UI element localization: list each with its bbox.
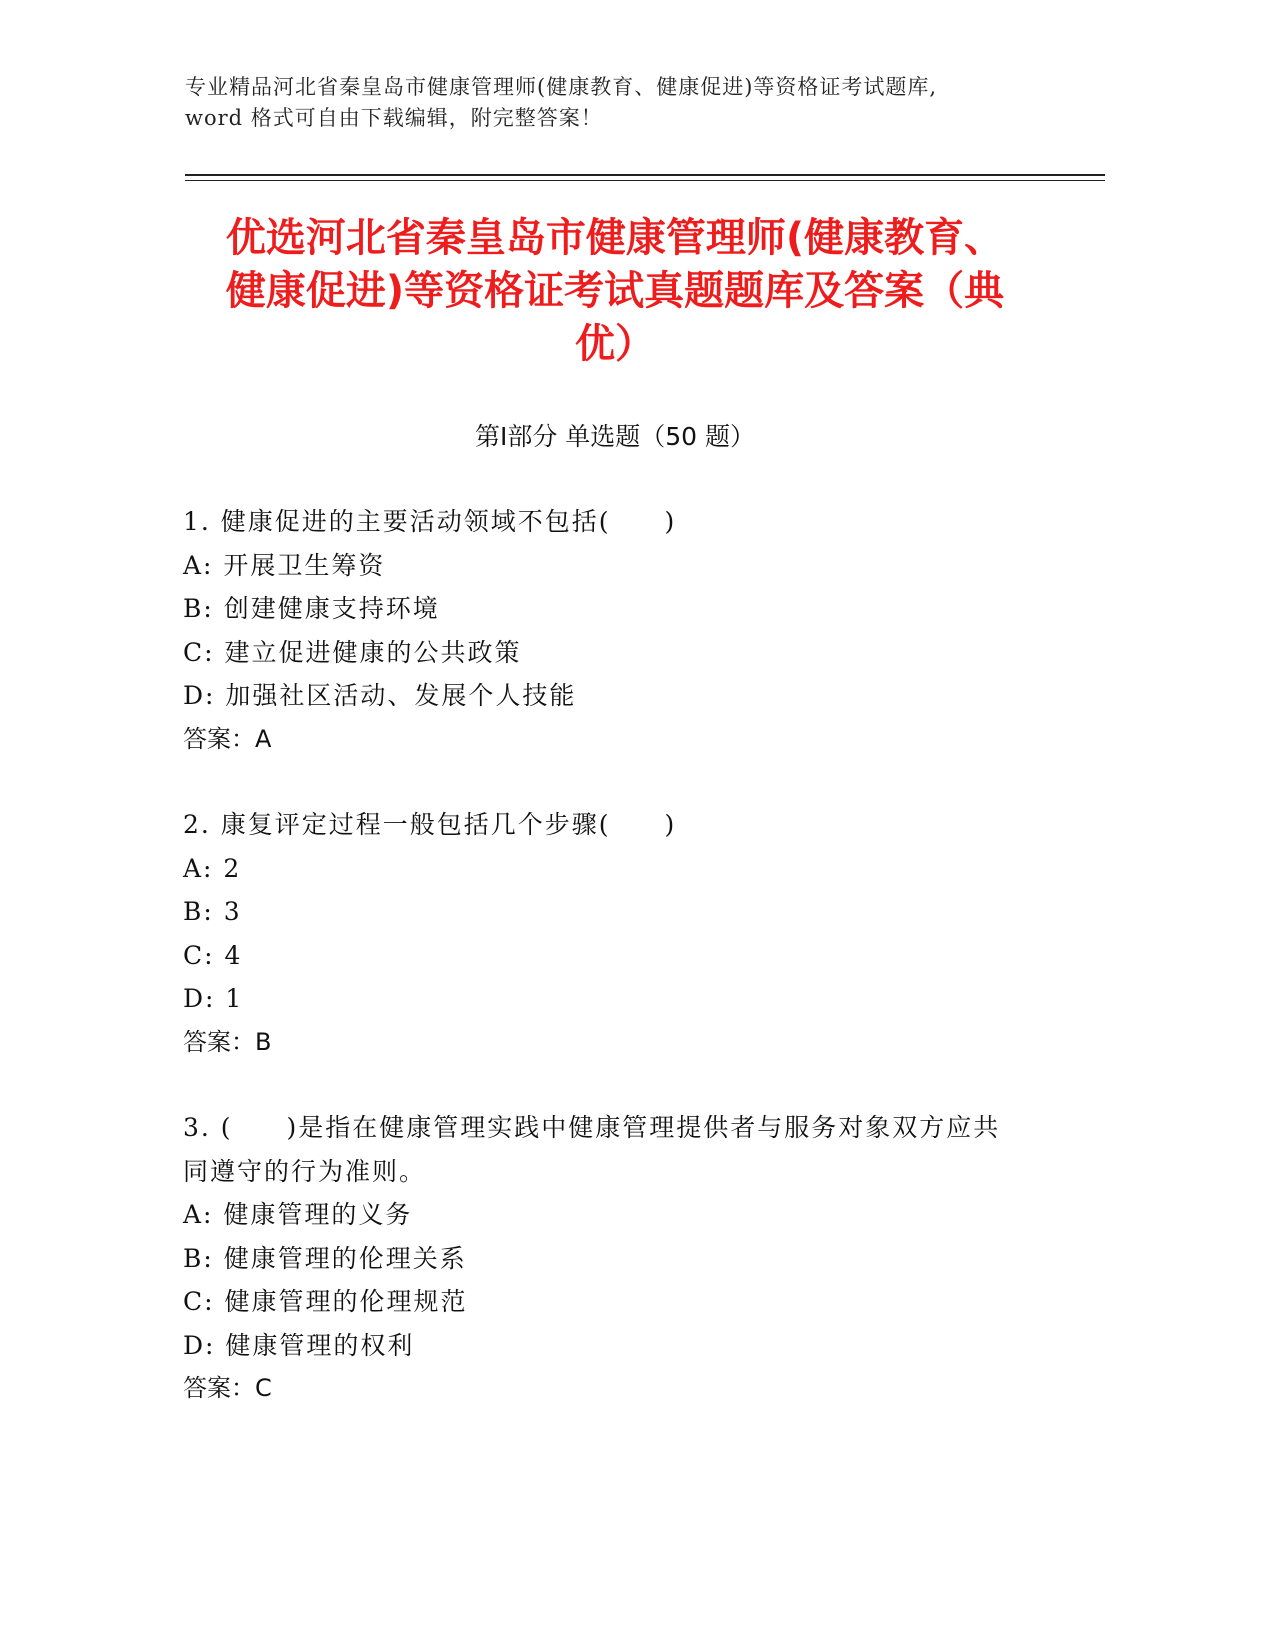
question-stem-line-2: 同遵守的行为准则。	[183, 1156, 427, 1186]
option-c: C: 健康管理的伦理规范	[183, 1287, 468, 1316]
option-d: D: 加强社区活动、发展个人技能	[183, 681, 577, 710]
option-a: A: 开展卫生筹资	[183, 550, 386, 580]
answer-line: 答案：C	[183, 1374, 272, 1402]
option-b: B: 创建健康支持环境	[183, 594, 440, 623]
option-b: B: 3	[183, 897, 242, 926]
header-divider-thin	[185, 180, 1105, 181]
header-note-line-2: word 格式可自由下载编辑，附完整答案！	[185, 106, 603, 130]
header-divider-thick	[185, 174, 1105, 176]
header-note-line-1: 专业精品河北省秦皇岛市健康管理师(健康教育、健康促进)等资格证考试题库,	[185, 75, 938, 99]
option-d: D: 健康管理的权利	[183, 1330, 415, 1360]
question-1	[183, 500, 1063, 761]
question-stem: 1. 健康促进的主要活动领域不包括( )	[183, 507, 677, 536]
option-b: B: 健康管理的伦理关系	[183, 1243, 467, 1273]
header-note	[185, 72, 1105, 134]
answer-line: 答案：A	[183, 724, 272, 753]
question-stem: 2. 康复评定过程一般包括几个步骤( )	[183, 810, 677, 839]
document-title-line-1: 优选河北省秦皇岛市健康管理师(健康教育、	[225, 215, 1005, 261]
option-c: C: 4	[183, 940, 243, 970]
document-title	[175, 212, 1055, 371]
option-d: D: 1	[183, 984, 244, 1013]
question-3	[183, 1106, 1063, 1411]
question-list	[183, 500, 1063, 1453]
question-stem-line-1: 3. ( )是指在健康管理实践中健康管理提供者与服务对象双方应共	[183, 1113, 1001, 1142]
document-title-line-3: 优）	[575, 321, 655, 367]
document-title-line-2: 健康促进)等资格证考试真题题库及答案（典	[225, 268, 1005, 314]
option-a: A: 健康管理的义务	[183, 1200, 413, 1229]
section-title: 第Ⅰ部分 单选题（50 题）	[474, 422, 756, 451]
question-2	[183, 803, 1063, 1064]
answer-line: 答案：B	[183, 1027, 272, 1056]
option-a: A: 2	[183, 853, 242, 883]
option-c: C: 建立促进健康的公共政策	[183, 637, 522, 667]
